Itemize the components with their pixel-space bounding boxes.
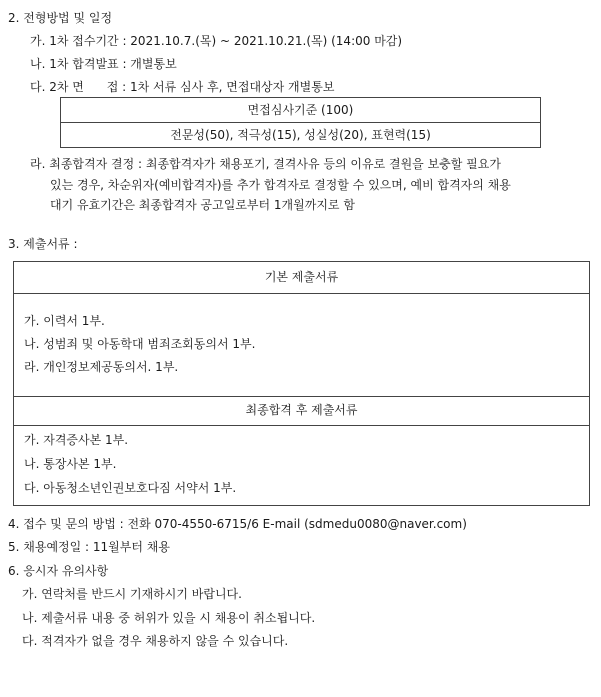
table-divider bbox=[61, 122, 540, 123]
section-2-heading: 2. 전형방법 및 일정 bbox=[8, 11, 113, 25]
final-decision-line-1: 라. 최종합격자 결정 : 최종합격자가 채용포기, 결격사유 등의 이유로 결원을 보충할 필요가 bbox=[30, 157, 501, 171]
final-doc-item: 나. 통장사본 1부. bbox=[24, 457, 117, 471]
basic-docs-header: 기본 제출서류 bbox=[264, 270, 339, 284]
table-divider bbox=[14, 396, 589, 397]
notice-item: 다. 적격자가 없을 경우 채용하지 않을 수 있습니다. bbox=[22, 634, 289, 648]
list-item: 나. 1차 합격발표 : 개별통보 bbox=[30, 57, 177, 71]
final-doc-item: 가. 자격증사본 1부. bbox=[24, 433, 129, 447]
criteria-table-header: 면접심사기준 (100) bbox=[247, 103, 354, 117]
final-doc-item: 다. 아동청소년인권보호다짐 서약서 1부. bbox=[24, 481, 237, 495]
section-6-heading: 6. 응시자 유의사항 bbox=[8, 564, 109, 578]
documents-table bbox=[13, 261, 590, 506]
final-decision-line-2: 있는 경우, 차순위자(예비합격자)를 추가 합격자로 결정할 수 있으며, 예비 합격자의 채용 bbox=[50, 178, 511, 192]
list-item: 가. 1차 접수기간 : 2021.10.7.(목) ~ 2021.10.21.(목) (14:00 마감) bbox=[30, 34, 403, 48]
table-divider bbox=[14, 293, 589, 294]
criteria-table-body: 전문성(50), 적극성(15), 성실성(20), 표현력(15) bbox=[170, 128, 431, 142]
table-divider bbox=[14, 425, 589, 426]
section-5-start-date: 5. 채용예정일 : 11월부터 채용 bbox=[8, 540, 170, 554]
basic-doc-item: 나. 성범죄 및 아동학대 범죄조회동의서 1부. bbox=[24, 337, 256, 351]
interview-criteria-table bbox=[60, 97, 541, 148]
final-decision-line-3: 대기 유효기간은 최종합격자 공고일로부터 1개월까지로 함 bbox=[50, 198, 355, 212]
list-item: 다. 2차 면 접 : 1차 서류 심사 후, 면접대상자 개별통보 bbox=[30, 80, 335, 94]
section-3-heading: 3. 제출서류 : bbox=[8, 237, 78, 251]
section-4-contact: 4. 접수 및 문의 방법 : 전화 070-4550-6715/6 E-mail (sdmedu0080@naver.com) bbox=[8, 517, 467, 531]
basic-doc-item: 라. 개인정보제공동의서. 1부. bbox=[24, 360, 179, 374]
notice-item: 가. 연락처를 반드시 기재하시기 바랍니다. bbox=[22, 587, 242, 601]
basic-doc-item: 가. 이력서 1부. bbox=[24, 314, 105, 328]
final-docs-header: 최종합격 후 제출서류 bbox=[245, 403, 358, 417]
notice-item: 나. 제출서류 내용 중 허위가 있을 시 채용이 취소됩니다. bbox=[22, 611, 316, 625]
